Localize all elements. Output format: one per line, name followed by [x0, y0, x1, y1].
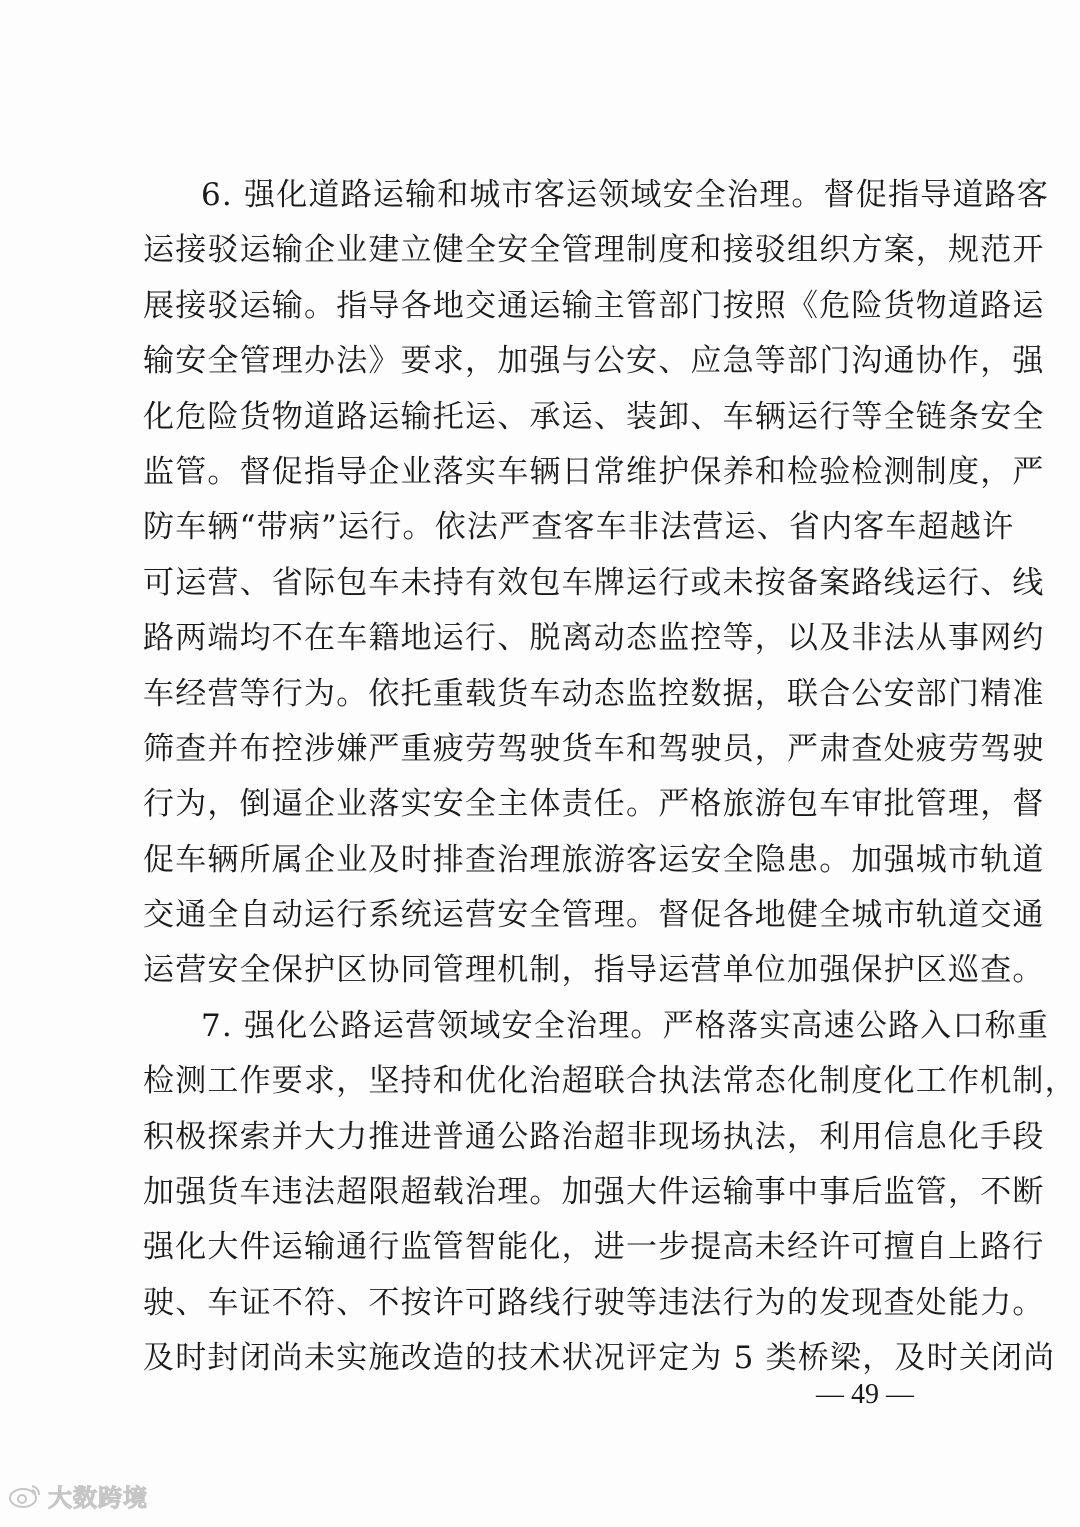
text-line: 及时封闭尚未实施改造的技术状况评定为 5 类桥梁，及时关闭尚 [143, 1340, 1056, 1377]
text-line: 可运营、省际包车未持有效包车牌运行或未按备案路线运行、线 [143, 564, 1045, 601]
text-line: 输安全管理办法》要求，加强与公安、应急等部门沟通协作，强 [143, 343, 1045, 380]
paragraph-6 [143, 168, 1050, 999]
text-line: 7. 强化公路运营领域安全治理。严格落实高速公路入口称重 [201, 1007, 1050, 1044]
text-line: 加强货车违法超限超载治理。加强大件运输事中事后监管，不断 [143, 1174, 1045, 1211]
page-number: — 49 — [816, 1379, 914, 1410]
text-line: 积极探索并大力推进普通公路治超非现场执法，利用信息化手段 [143, 1118, 1045, 1155]
text-line: 化危险货物道路运输托运、承运、装卸、车辆运行等全链条安全 [143, 398, 1045, 435]
text-line: 运接驳运输企业建立健全安全管理制度和接驳组织方案，规范开 [143, 232, 1045, 269]
text-line: 6. 强化道路运输和城市客运领域安全治理。督促指导道路客 [201, 177, 1050, 213]
text-line: 强化大件运输通行监管智能化，进一步提高未经许可擅自上路行 [143, 1229, 1045, 1266]
text-line: 防车辆“带病”运行。依法严查客车非法营运、省内客车超越许 [143, 509, 1015, 546]
watermark [8, 1478, 148, 1513]
text-line: 监管。督促指导企业落实车辆日常维护保养和检验检测制度，严 [143, 453, 1045, 490]
text-line: 筛查并布控涉嫌严重疲劳驾驶货车和驾驶员，严肃查处疲劳驾驶 [143, 730, 1045, 767]
body-text [143, 168, 1077, 1387]
text-line: 驶、车证不符、不按许可路线行驶等违法行为的发现查处能力。 [143, 1284, 1045, 1321]
text-line: 展接驳运输。指导各地交通运输主管部门按照《危险货物道路运 [143, 287, 1045, 324]
text-line: 车经营等行为。依托重载货车动态监控数据，联合公安部门精准 [143, 675, 1045, 712]
text-line: 交通全自动运行系统运营安全管理。督促各地健全城市轨道交通 [143, 897, 1045, 934]
text-line: 检测工作要求，坚持和优化治超联合执法常态化制度化工作机制， [143, 1063, 1077, 1100]
text-line: 路两端均不在车籍地运行、脱离动态监控等，以及非法从事网约 [143, 620, 1045, 657]
text-line: 行为，倒逼企业落实安全主体责任。严格旅游包车审批管理，督 [143, 786, 1045, 823]
watermark-text: 大数跨境 [48, 1484, 148, 1512]
paragraph-7 [143, 999, 1077, 1387]
text-line: 促车辆所属企业及时排查治理旅游客运安全隐患。加强城市轨道 [143, 841, 1045, 878]
text-line: 运营安全保护区协同管理机制，指导运营单位加强保护区巡查。 [143, 952, 1045, 989]
weibo-eye-icon [8, 1483, 42, 1509]
